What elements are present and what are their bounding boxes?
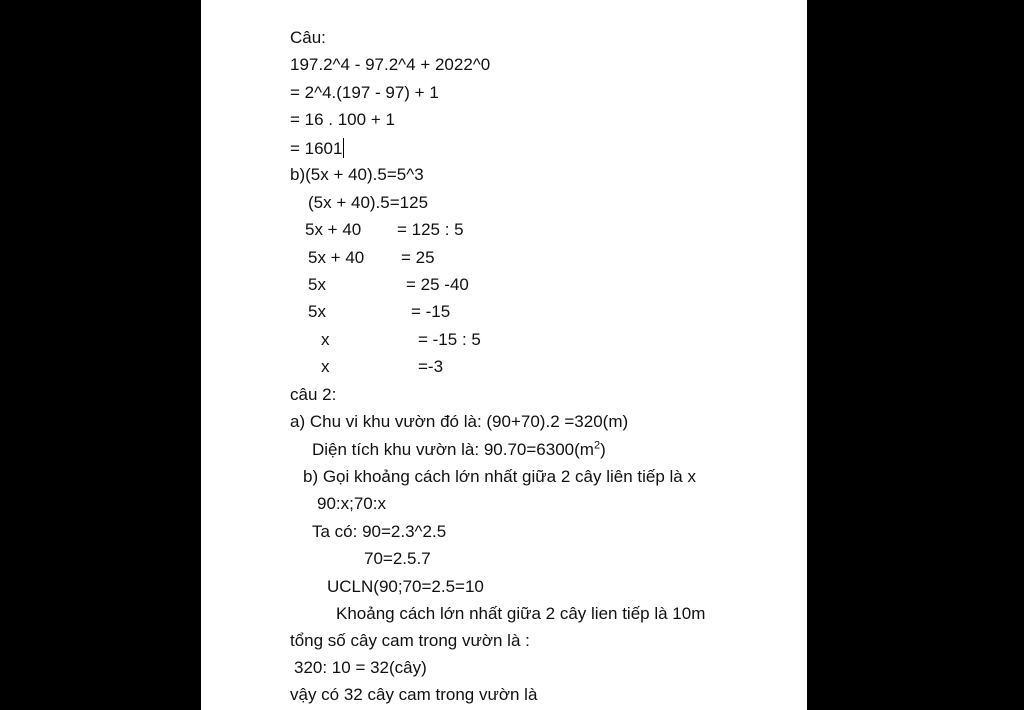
equation-right: = -15 : 5	[418, 330, 481, 349]
step-line: = 16 . 100 + 1	[290, 110, 395, 129]
conclusion-line: Khoảng cách lớn nhất giữa 2 cây lien tiếp là 10m	[336, 604, 706, 623]
gcd-line: UCLN(90;70=2.5=10	[327, 577, 484, 596]
equation-left: 5x	[308, 302, 326, 321]
part-b-line: b)(5x + 40).5=5^3	[290, 165, 424, 184]
area-line	[312, 440, 606, 460]
equation-left: 5x + 40	[305, 220, 362, 239]
part-a-line: a) Chu vi khu vườn đó là: (90+70).2 =320(m)	[290, 412, 629, 431]
equation-right: = -15	[411, 302, 451, 321]
part-b2-line: b) Gọi khoảng cách lớn nhất giữa 2 cây liên tiếp là x	[303, 467, 696, 486]
equation-left: x	[321, 330, 330, 349]
area-text: Diện tích khu vườn là: 90.70=6300(m	[312, 440, 594, 459]
area-exponent: 2	[593, 439, 601, 452]
equation-right: =-3	[418, 357, 444, 376]
count-heading-line: tổng số cây cam trong vườn là :	[290, 631, 530, 650]
equation-line: (5x + 40).5=125	[308, 193, 429, 212]
count-calc-line: 320: 10 = 32(cây)	[294, 658, 427, 677]
equation-right: = 25	[401, 248, 435, 267]
area-close: )	[600, 440, 606, 459]
equation-left: 5x	[308, 275, 326, 294]
factor-line: Ta có: 90=2.3^2.5	[312, 522, 447, 541]
factor-line: 70=2.5.7	[364, 549, 431, 568]
divisor-line: 90:x;70:x	[317, 494, 386, 513]
text-cursor	[343, 138, 344, 158]
result-text: = 1601	[290, 139, 343, 158]
document-page	[201, 0, 807, 710]
expression-line: 197.2^4 - 97.2^4 + 2022^0	[290, 55, 491, 74]
result-line	[290, 138, 344, 159]
equation-left: 5x + 40	[308, 248, 365, 267]
heading-cau-2: câu 2:	[290, 385, 337, 404]
final-answer-line: vậy có 32 cây cam trong vườn là	[290, 685, 538, 704]
equation-right: = 125 : 5	[397, 220, 464, 239]
equation-left: x	[321, 357, 330, 376]
heading-cau: Câu:	[290, 28, 326, 47]
step-line: = 2^4.(197 - 97) + 1	[290, 83, 439, 102]
equation-right: = 25 -40	[406, 275, 469, 294]
